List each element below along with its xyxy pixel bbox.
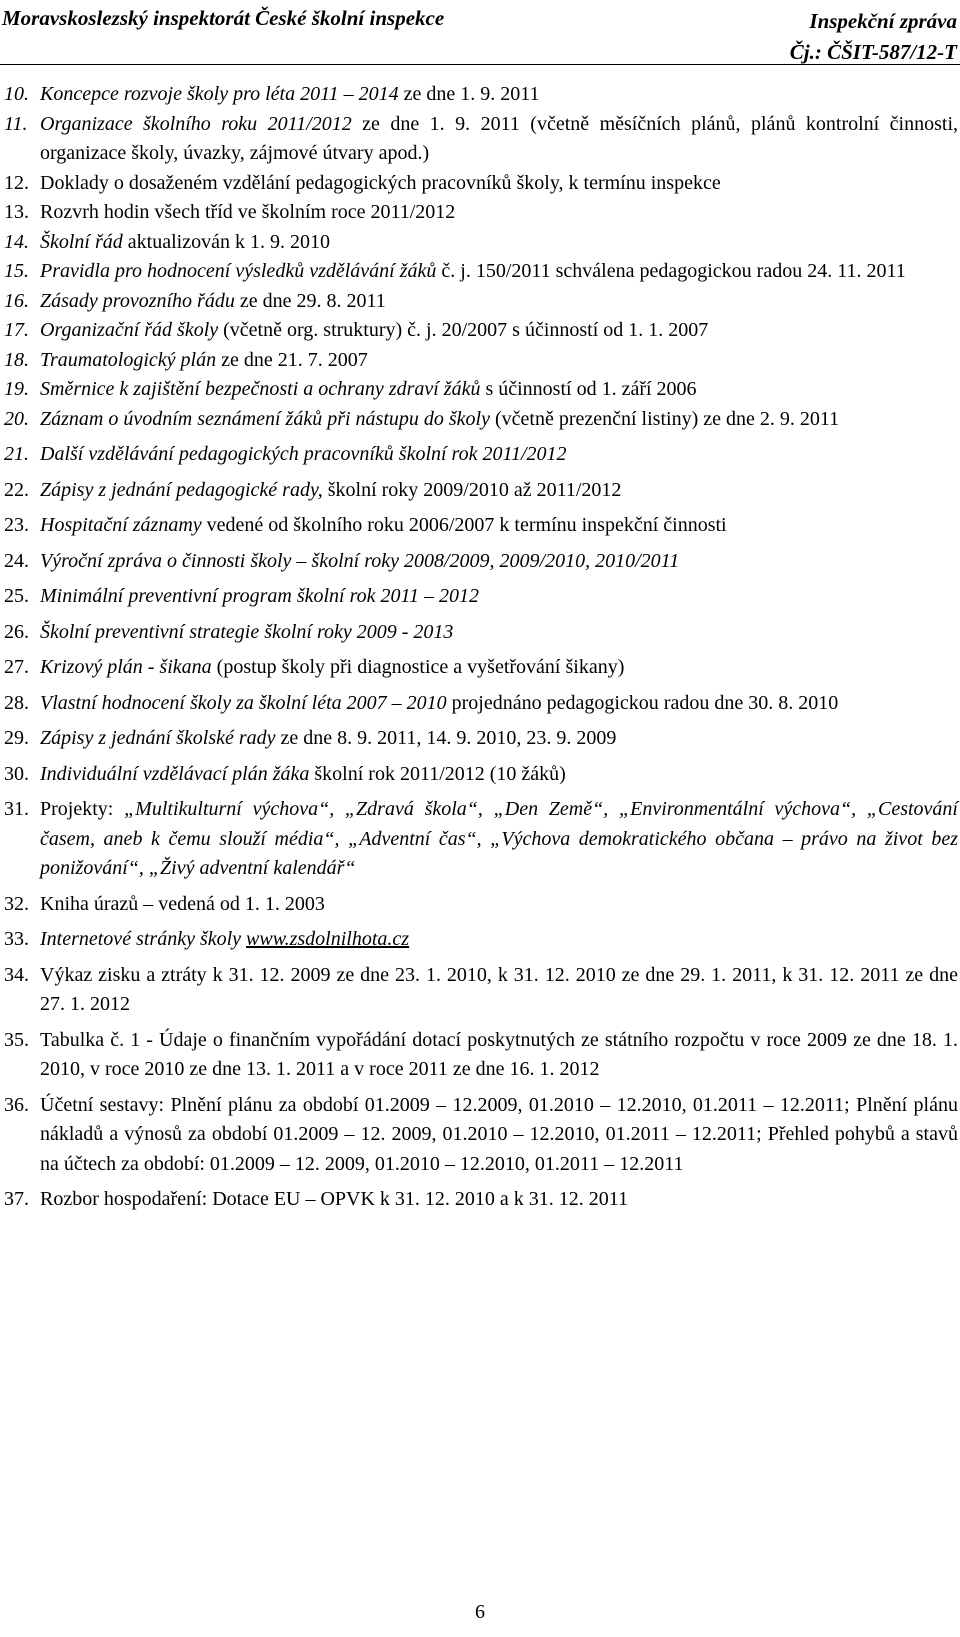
item-number: 12. bbox=[4, 171, 29, 194]
item-title: Krizový plán - šikana bbox=[40, 656, 212, 678]
item-text: Kniha úrazů – vedená od 1. 1. 2003 bbox=[40, 892, 325, 915]
item-title: Minimální preventivní program školní rok 2011 – 2012 bbox=[40, 585, 480, 607]
list-item bbox=[4, 476, 958, 506]
page-header bbox=[0, 0, 960, 64]
item-number: 16. bbox=[4, 289, 29, 312]
item-title: Individuální vzdělávací plán žáka bbox=[40, 762, 310, 785]
header-institution: Moravskoslezský inspektorát České školní inspekce bbox=[2, 6, 445, 30]
item-number: 22. bbox=[4, 478, 29, 501]
website-link[interactable]: www.zsdolnilhota.cz bbox=[246, 928, 410, 950]
item-number: 26. bbox=[4, 620, 29, 643]
item-title: Koncepce rozvoje školy pro léta 2011 – 2014 bbox=[40, 83, 399, 105]
item-number: 32. bbox=[4, 892, 29, 915]
item-text: (postup školy při diagnostice a vyšetřování šikany) bbox=[211, 656, 625, 678]
item-text: Rozvrh hodin všech tříd ve školním roce 2011/2012 bbox=[40, 201, 456, 223]
item-number: 19. bbox=[4, 378, 29, 400]
item-title: Zápisy z jednání pedagogické rady, bbox=[40, 478, 323, 501]
item-text: projednáno pedagogickou radou dne 30. 8. 2010 bbox=[446, 691, 839, 714]
item-number: 10. bbox=[4, 83, 29, 105]
item-text: Účetní sestavy: Plnění plánu za období 01.2009 – 12.2009, 01.2010 – 12.2010, 01.2011 – 12.2011; Plnění plánu nákladů a výnosů za období 01.2009 – 12. 2009, 01.2010 – 12.2010, 01.2011 – 12.2011; Přehled pohybů a stavů na účtech za období: 01.2009 – 12. 2009, 01.2010 – 12.2010, 01.2011 – 12.2011 bbox=[40, 1093, 958, 1175]
item-number: 27. bbox=[4, 656, 29, 678]
item-title: Organizace školního roku 2011/2012 bbox=[40, 112, 352, 135]
item-title: Směrnice k zajištění bezpečnosti a ochrany zdraví žáků bbox=[40, 378, 481, 400]
item-title: Organizační řád školy bbox=[40, 319, 219, 341]
list-item bbox=[4, 795, 958, 884]
item-title: Zásady provozního řádu bbox=[40, 289, 235, 312]
item-title: Vlastní hodnocení školy za školní léta 2007 – 2010 bbox=[40, 691, 447, 714]
list-item bbox=[4, 169, 958, 199]
list-item bbox=[4, 440, 958, 470]
list-item bbox=[4, 257, 958, 287]
header-divider bbox=[0, 64, 960, 65]
list-item bbox=[4, 890, 958, 920]
list-item bbox=[4, 405, 958, 435]
item-number: 36. bbox=[4, 1093, 29, 1116]
item-title: Pravidla pro hodnocení výsledků vzdělávání žáků bbox=[40, 260, 437, 282]
item-number: 24. bbox=[4, 549, 29, 572]
item-number: 37. bbox=[4, 1188, 29, 1210]
header-report-info bbox=[790, 6, 957, 68]
item-text: (včetně org. struktury) č. j. 20/2007 s účinností od 1. 1. 2007 bbox=[218, 319, 709, 341]
item-number: 29. bbox=[4, 727, 29, 749]
list-item bbox=[4, 511, 958, 541]
item-text: Tabulka č. 1 - Údaje o finančním vypořádání dotací poskytnutých ze státního rozpočtu v roce 2009 ze dne 18. 1. 2010, v roce 2010 ze dne 13. 1. 2011 a v roce 2011 ze dne 16. 1. 2012 bbox=[40, 1028, 958, 1080]
item-text: č. j. 150/2011 schválena pedagogickou radou 24. 11. 2011 bbox=[436, 260, 906, 282]
item-text: Rozbor hospodaření: Dotace EU – OPVK k 31. 12. 2010 a k 31. 12. 2011 bbox=[40, 1188, 629, 1210]
list-item bbox=[4, 689, 958, 719]
item-title: Záznam o úvodním seznámení žáků při nástupu do školy bbox=[40, 407, 490, 430]
item-number: 31. bbox=[4, 798, 29, 820]
item-number: 30. bbox=[4, 762, 29, 785]
item-text: školní rok 2011/2012 (10 žáků) bbox=[309, 762, 566, 785]
item-text: (včetně prezenční listiny) ze dne 2. 9. 2011 bbox=[489, 407, 840, 430]
item-text: s účinností od 1. září 2006 bbox=[480, 378, 697, 400]
item-number: 11. bbox=[4, 112, 28, 135]
list-item bbox=[4, 80, 958, 110]
page-number: 6 bbox=[475, 1601, 485, 1623]
item-number: 34. bbox=[4, 963, 29, 986]
item-text: školní roky 2009/2010 až 2011/2012 bbox=[322, 478, 622, 501]
item-label: Projekty: bbox=[40, 798, 125, 820]
list-item bbox=[4, 316, 958, 346]
list-item bbox=[4, 228, 958, 258]
item-text: ze dne 29. 8. 2011 bbox=[234, 289, 386, 312]
item-number: 21. bbox=[4, 443, 29, 465]
item-number: 15. bbox=[4, 260, 29, 282]
header-report-title: Inspekční zpráva bbox=[809, 9, 957, 33]
list-item bbox=[4, 925, 958, 955]
item-number: 25. bbox=[4, 585, 29, 607]
item-number: 13. bbox=[4, 201, 29, 223]
item-title: Internetové stránky školy bbox=[40, 928, 247, 950]
list-item bbox=[4, 653, 958, 683]
item-number: 33. bbox=[4, 928, 29, 950]
list-item bbox=[4, 618, 958, 648]
item-title: Další vzdělávání pedagogických pracovníků školní rok 2011/2012 bbox=[40, 443, 567, 465]
item-text: ze dne 8. 9. 2011, 14. 9. 2010, 23. 9. 2009 bbox=[275, 727, 617, 749]
document-list bbox=[4, 80, 958, 1215]
item-number: 14. bbox=[4, 230, 29, 253]
list-item bbox=[4, 724, 958, 754]
list-item bbox=[4, 346, 958, 376]
item-text: ze dne 1. 9. 2011 (včetně měsíčních plánů, plánů kontrolní činnosti, organizace školy, úvazky, zájmové útvary apod.) bbox=[40, 112, 958, 164]
list-item bbox=[4, 760, 958, 790]
list-item bbox=[4, 1185, 958, 1215]
item-text: Výkaz zisku a ztráty k 31. 12. 2009 ze dne 23. 1. 2010, k 31. 12. 2010 ze dne 29. 1. 2011, k 31. 12. 2011 ze dne 27. 1. 2012 bbox=[40, 963, 958, 1015]
item-number: 17. bbox=[4, 319, 29, 341]
item-number: 23. bbox=[4, 514, 29, 536]
item-title: Zápisy z jednání školské rady bbox=[40, 727, 276, 749]
item-text: aktualizován k 1. 9. 2010 bbox=[122, 230, 330, 253]
item-text: Doklady o dosaženém vzdělání pedagogických pracovníků školy, k termínu inspekce bbox=[40, 171, 721, 194]
header-reference-number: Čj.: ČŠIT-587/12-T bbox=[789, 40, 957, 64]
item-title: Školní preventivní strategie školní roky 2009 - 2013 bbox=[40, 620, 454, 643]
item-text: vedené od školního roku 2006/2007 k termínu inspekční činnosti bbox=[201, 514, 727, 536]
list-item bbox=[4, 961, 958, 1020]
list-item bbox=[4, 375, 958, 405]
item-title: Traumatologický plán bbox=[40, 348, 217, 371]
item-number: 18. bbox=[4, 348, 29, 371]
list-item bbox=[4, 547, 958, 577]
item-number: 28. bbox=[4, 691, 29, 714]
item-title: Výroční zpráva o činnosti školy – školní roky 2008/2009, 2009/2010, 2010/2011 bbox=[40, 549, 680, 572]
list-item bbox=[4, 582, 958, 612]
item-number: 35. bbox=[4, 1028, 29, 1051]
item-text: ze dne 21. 7. 2007 bbox=[216, 348, 368, 371]
item-title: „Multikulturní výchova“, „Zdravá škola“, „Den Země“, „Environmentální výchova“, „Cestování časem, aneb k čemu slouží média“, „Adventní čas“, „Výchova demokratického občana – právo na život bez ponižování“, „Živý adventní kalendář“ bbox=[40, 798, 958, 879]
item-title: Hospitační záznamy bbox=[40, 514, 202, 536]
list-item bbox=[4, 1091, 958, 1180]
list-item bbox=[4, 198, 958, 228]
item-number: 20. bbox=[4, 407, 29, 430]
item-title: Školní řád bbox=[40, 230, 123, 253]
list-item bbox=[4, 110, 958, 169]
list-item bbox=[4, 1026, 958, 1085]
item-text: ze dne 1. 9. 2011 bbox=[398, 83, 540, 105]
list-item bbox=[4, 287, 958, 317]
